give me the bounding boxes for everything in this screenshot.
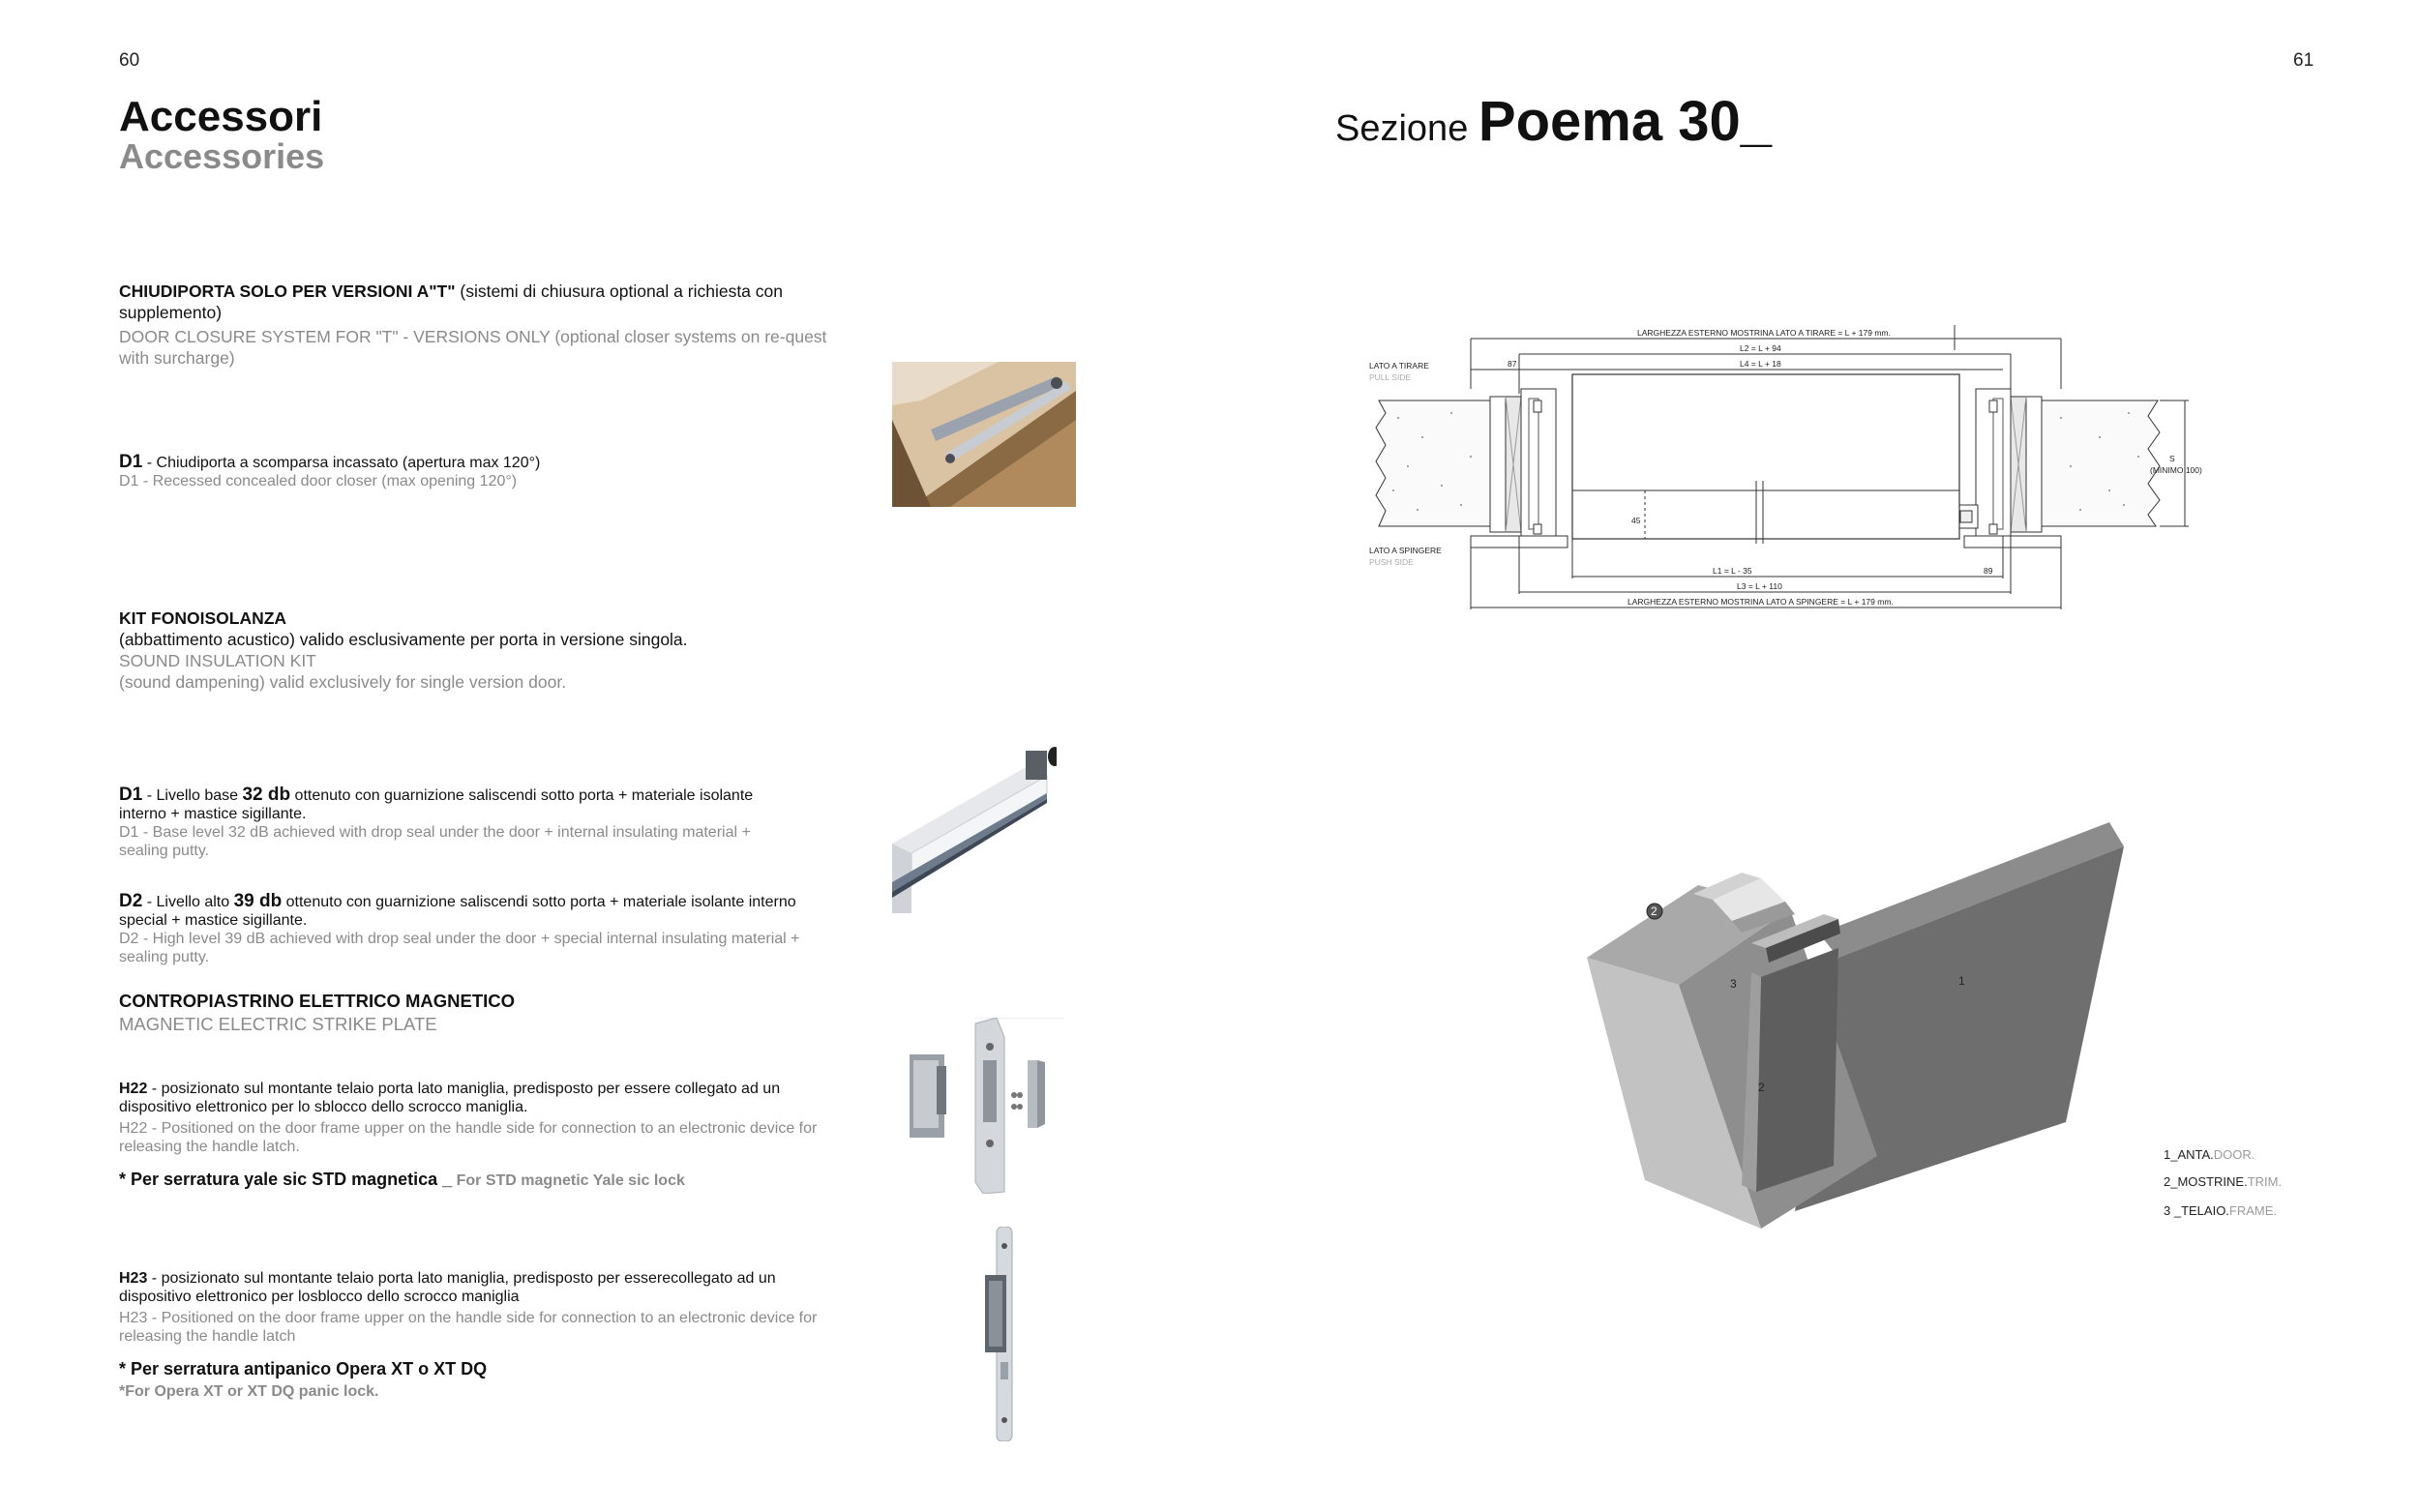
legend-frame-en: FRAME. [2228,1203,2278,1218]
strike-title: CONTROPIASTRINO ELETTRICO MAGNETICO [119,991,516,1011]
closer-d1-code: D1 [119,452,143,472]
dim-87-label: 87 [1508,359,1517,369]
closer-heading [119,281,840,369]
dim-45-label: 45 [1631,516,1641,525]
strike-h23 [119,1269,840,1401]
kit-d2-pre: - Livello alto [142,894,234,910]
legend-door-it: 1_ANTA. [2164,1147,2214,1162]
legend-item-trim [2164,1174,2282,1190]
h22-en: H22 - Positioned on the door frame upper on the handle side for connection to an electronic device for releasing the handle latch. [119,1120,818,1155]
kit-d2-en: D2 - High level 39 dB achieved with drop seal under the door + special internal insulating material + sealing putty. [119,931,800,965]
closer-d1-en: D1 - Recessed concealed door closer (max opening 120°) [119,473,518,489]
drop-seal-photo [892,737,1057,913]
kit-desc-en: (sound dampening) valid exclusively for single version door. [119,672,567,692]
legend-item-door [2164,1147,2282,1163]
kit-desc: (abbattimento acustico) valido esclusivamente per porta in versione singola. [119,630,688,649]
page-number-left: 60 [119,50,140,71]
closer-heading-rest: (sistemi di chiusura optional a richiesta con supplemento) [119,282,783,322]
strike-plate-h23-photo [975,1227,1033,1441]
kit-title-en: SOUND INSULATION KIT [119,651,316,670]
kit-title: KIT FONOISOLANZA [119,608,287,628]
kit-d2-level: 39 db [233,891,283,911]
kit-d1-post: ottenuto con guarnizione saliscendi sotto porta + materiale isolante interno + mastice sigillante. [119,787,754,822]
strike-h22 [119,1080,840,1190]
badge-2b-label: 2 [1758,1081,1765,1094]
kit-d1-en: D1 - Base level 32 dB achieved with drop seal under the door + internal insulating material + sealing putty. [119,824,751,859]
h23-it: - posizionato sul montante telaio porta lato maniglia, predisposto per esserecollegato ad un dispositivo elettronico per losblocco dello scrocco maniglia [119,1270,776,1305]
page-subtitle: Accessories [119,136,325,176]
closer-d1 [119,453,840,490]
kit-d1 [119,786,796,860]
l2-label: L2 = L + 94 [1740,343,1781,353]
h23-note-it: * Per serratura antipanico Opera XT o XT DQ [119,1359,488,1379]
h22-note-it: * Per serratura yale sic STD magnetica _ [119,1170,453,1189]
legend-door-en: DOOR. [2213,1147,2255,1162]
closer-heading-bold: CHIUDIPORTA SOLO PER VERSIONI A"T" [119,282,456,301]
s-min-label: (MINIMO 100) [2150,465,2202,475]
section-drawing [1364,321,2216,611]
badge-1-label: 1 [1958,974,1965,988]
kit-d1-code: D1 [119,785,143,805]
closer-heading-en: DOOR CLOSURE SYSTEM FOR "T" - VERSIONS ONLY (optional closer systems on re-quest with surcharge) [119,327,827,368]
h22-code: H22 [119,1081,148,1097]
s-label: S [2169,454,2175,463]
strike-title-en: MAGNETIC ELECTRIC STRIKE PLATE [119,1014,437,1034]
h23-note-en: *For Opera XT or XT DQ panic lock. [119,1383,379,1400]
page-title: Accessori [119,93,323,140]
legend [2164,1147,2282,1219]
push-side-en: PUSH SIDE [1369,557,1414,567]
kit-d1-pre: - Livello base [142,787,243,804]
page-number-right: 61 [2293,50,2314,71]
section-name: Poema 30_ [1478,90,1772,153]
pull-side-label: LATO A TIRARE [1369,361,1429,371]
closer-d1-it: - Chiudiporta a scomparsa incassato (apertura max 120°) [142,455,541,471]
strike-heading [119,991,840,1035]
kit-heading [119,608,840,693]
kit-d2-post: ottenuto con guarnizione saliscendi sotto porta + materiale isolante interno special + mastice sigillante. [119,894,796,929]
top-dim-label: LARGHEZZA ESTERNO MOSTRINA LATO A TIRARE = L + 179 mm. [1637,328,1891,338]
h22-note-en: For STD magnetic Yale sic lock [452,1172,685,1189]
section-prefix: Sezione [1335,108,1469,149]
door-closer-photo [892,362,1076,507]
push-side-label: LATO A SPINGERE [1369,546,1442,555]
h23-en: H23 - Positioned on the door frame upper on the handle side for connection to an electronic device for releasing the handle latch [119,1310,818,1345]
l3-label: L3 = L + 110 [1737,581,1782,591]
strike-plate-h22-photo [900,1018,1064,1194]
kit-d2 [119,892,835,966]
legend-frame-it: 3 _TELAIO. [2164,1203,2229,1218]
legend-trim-it: 2_MOSTRINE. [2164,1174,2248,1189]
bottom-dim-label: LARGHEZZA ESTERNO MOSTRINA LATO A SPINGERE = L + 179 mm. [1628,597,1894,607]
badge-2-label: 2 [1651,904,1657,918]
h22-it: - posizionato sul montante telaio porta lato maniglia, predisposto per essere collegato ad un dispositivo elettronico per lo sblocco dello scrocco maniglia. [119,1081,781,1115]
l4-label: L4 = L + 18 [1740,359,1781,369]
pull-side-en: PULL SIDE [1369,372,1412,382]
door-3d-render [1587,813,2148,1229]
legend-trim-en: TRIM. [2247,1174,2283,1189]
kit-d2-code: D2 [119,891,143,911]
legend-item-frame [2164,1203,2282,1219]
section-title [1335,89,1772,154]
kit-d1-level: 32 db [242,785,291,805]
dim-89-label: 89 [1984,566,1993,576]
h23-code: H23 [119,1270,148,1287]
badge-3-label: 3 [1730,977,1737,991]
l1-label: L1 = L - 35 [1713,566,1752,576]
